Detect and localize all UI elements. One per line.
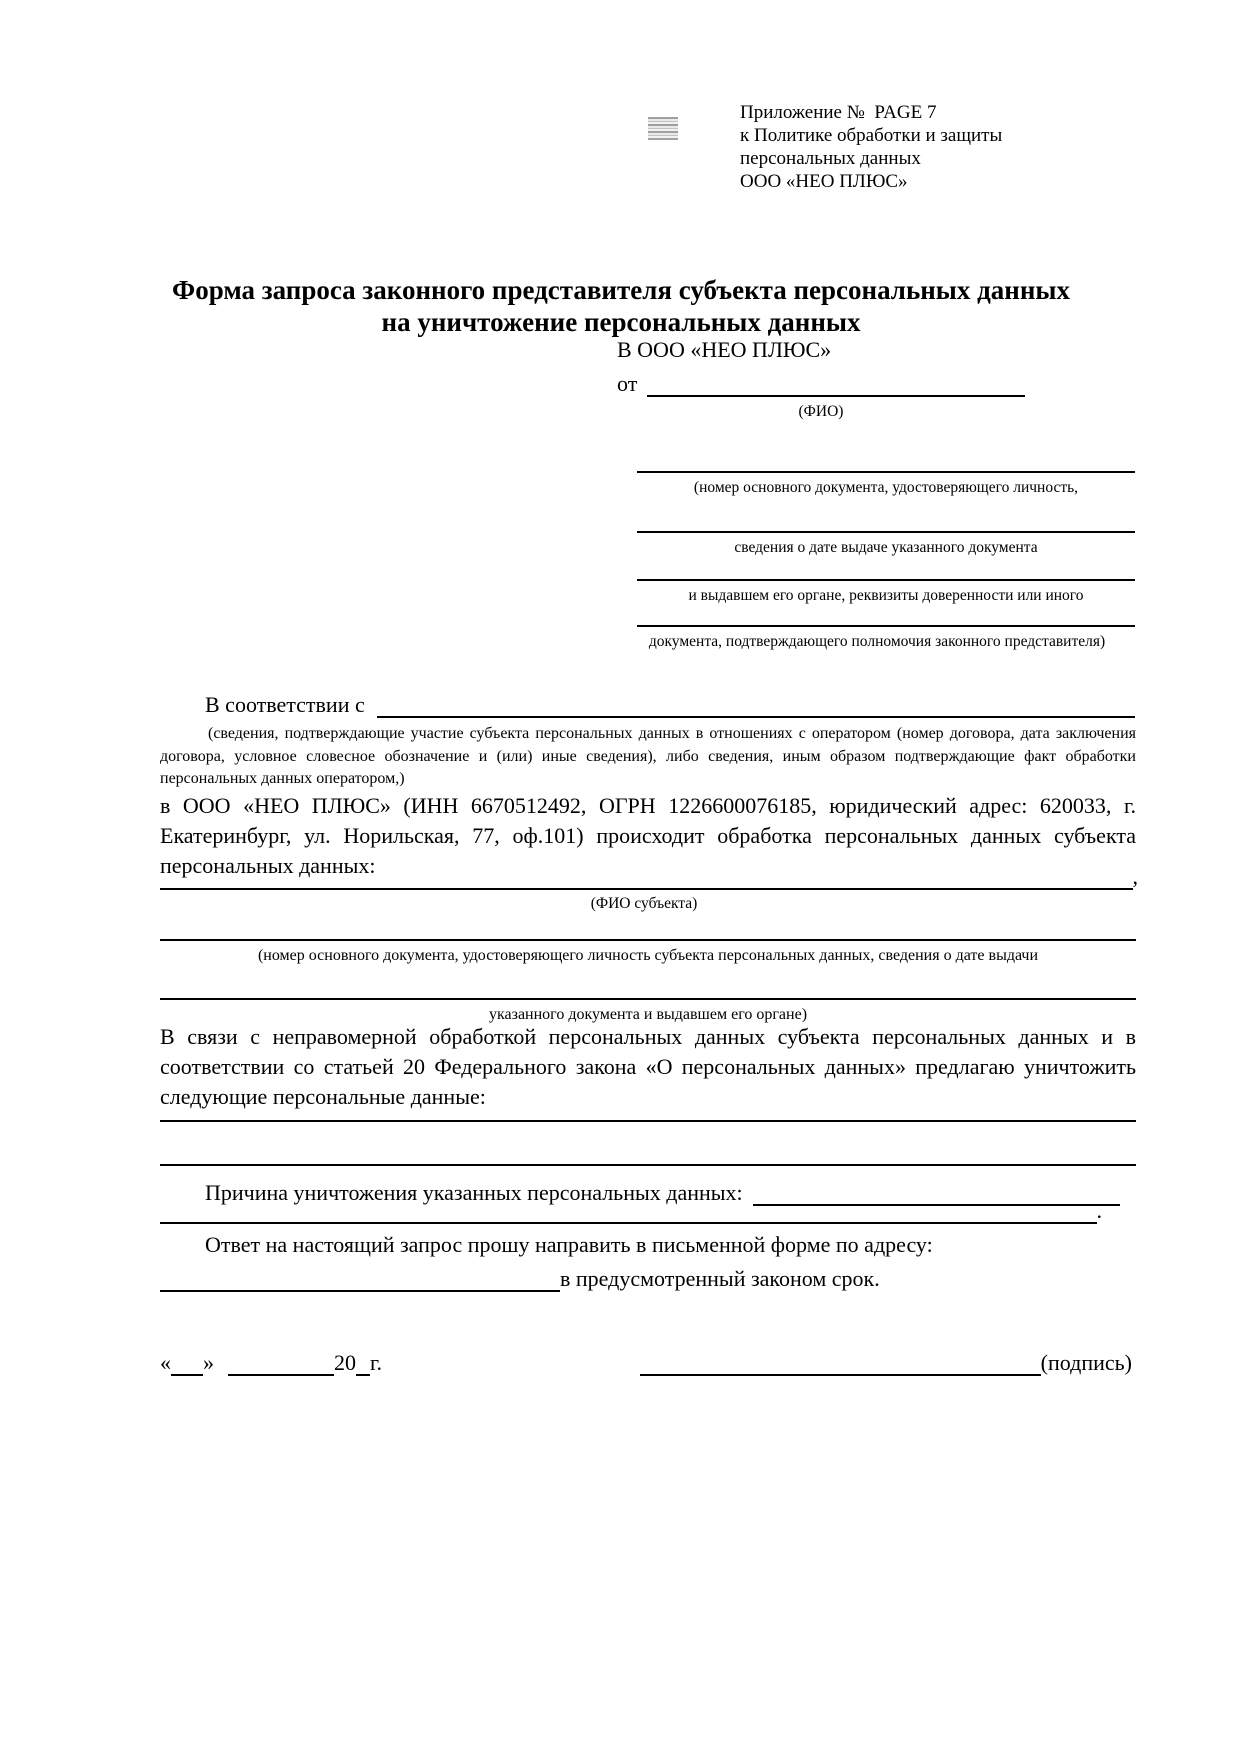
- quote-open: «: [160, 1350, 171, 1375]
- reply-suffix: в предусмотренный законом срок.: [560, 1266, 880, 1291]
- issue-date-blank-field: [637, 531, 1135, 533]
- trailing-comma: ,: [1132, 864, 1138, 889]
- operator-paragraph: в ООО «НЕО ПЛЮС» (ИНН 6670512492, ОГРН 1226600076185, юридический адрес: 620033, г. Екатеринбург, ул. Норильская, 77, оф.101) происходит обработка персональных данных субъекта персональных данных:: [160, 793, 1136, 878]
- fio-blank-field: [647, 369, 1025, 397]
- year-prefix: 20: [334, 1350, 356, 1375]
- signature-row: [640, 1348, 1132, 1376]
- reply-paragraph: Ответ на настоящий запрос прошу направить в письменной форме по адресу:: [205, 1232, 933, 1257]
- month-blank-field: [228, 1350, 334, 1376]
- field-caption: документа, подтверждающего полномочия законного представителя): [648, 633, 1106, 650]
- subject-document-blank-field: [160, 939, 1136, 941]
- from-label: от: [617, 371, 638, 396]
- reply-address-row: [160, 1264, 880, 1292]
- year-suffix: г.: [370, 1350, 383, 1375]
- accordance-row: [205, 690, 1135, 718]
- document-number-blank-field: [637, 471, 1135, 473]
- quote-close: »: [203, 1350, 214, 1375]
- subject-document-blank-field-2: [160, 998, 1136, 1000]
- authority-document-blank-field: [637, 625, 1135, 627]
- date-row: [160, 1348, 382, 1376]
- signature-caption: (подпись): [1040, 1350, 1132, 1375]
- subject-document-caption-1: (номер основного документа, удостоверяющего личность субъекта персональных данных, сведения о дате выдачи: [257, 947, 1039, 964]
- appendix-header-line: персональных данных: [740, 148, 921, 169]
- accordance-label: В соответствии с: [205, 692, 365, 717]
- accordance-blank-field: [377, 690, 1135, 718]
- subject-fio-caption: (ФИО субъекта): [590, 895, 698, 912]
- subject-fio-blank-field: [160, 862, 1133, 890]
- field-caption: сведения о дате выдаче указанного документа: [734, 539, 1038, 556]
- reason-row-continuation: [160, 1196, 1102, 1224]
- reason-blank-field-2: [160, 1196, 1097, 1224]
- appendix-header-line: к Политике обработки и защиты: [740, 125, 1003, 146]
- appendix-header: [740, 101, 1070, 193]
- embedded-object-icon: [648, 117, 678, 140]
- year-blank-field: [356, 1350, 370, 1376]
- demand-paragraph: В связи с неправомерной обработкой персональных данных субъекта персональных данных и в соответствии со статьей 20 Федерального закона «О персональных данных» предлагаю уничтожить следующие персональные данные:: [160, 1024, 1136, 1109]
- fio-caption: (ФИО): [798, 403, 844, 420]
- personal-data-blank-line-1: [160, 1120, 1136, 1122]
- subject-document-caption-2: указанного документа и выдавшем его органе): [488, 1006, 808, 1023]
- document-title-line-1: Форма запроса законного представителя субъекта персональных данных: [172, 275, 1070, 305]
- signature-blank-field: [640, 1350, 1041, 1376]
- addressee-company: В ООО «НЕО ПЛЮС»: [617, 337, 832, 362]
- document-title: [70, 274, 1172, 338]
- document-title-line-2: на уничтожение персональных данных: [381, 307, 861, 337]
- trailing-period: .: [1096, 1198, 1102, 1223]
- field-caption: и выдавшем его органе, реквизиты доверенности или иного: [688, 587, 1084, 604]
- appendix-header-line: Приложение № PAGE 7: [740, 102, 937, 123]
- field-caption: (номер основного документа, удостоверяющего личность,: [693, 479, 1079, 496]
- reply-address-blank-field: [160, 1264, 560, 1292]
- accordance-note: (сведения, подтверждающие участие субъекта персональных данных в отношениях с оператором (номер договора, дата заключения договора, условное словесное обозначение и (или) иные сведения), либо сведения, иным образом подтверждающие факт обработки персональных данных оператором,): [160, 725, 1136, 787]
- issuing-authority-blank-field: [637, 579, 1135, 581]
- reason-label: Причина уничтожения указанных персональных данных:: [205, 1180, 743, 1205]
- personal-data-blank-line-2: [160, 1164, 1136, 1166]
- subject-fio-row: [160, 862, 1138, 890]
- day-blank-field: [171, 1350, 203, 1376]
- appendix-header-line: ООО «НЕО ПЛЮС»: [740, 171, 908, 192]
- from-row: [617, 369, 1025, 397]
